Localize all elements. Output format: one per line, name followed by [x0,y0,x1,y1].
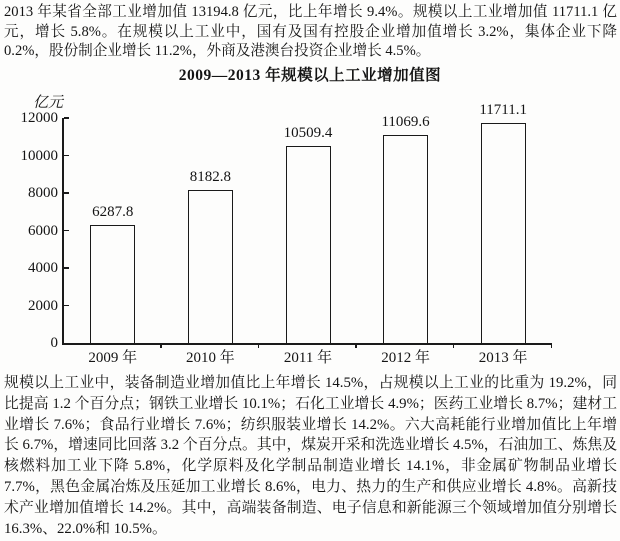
bar [383,135,428,343]
x-axis-tick-mark [258,343,260,348]
y-axis-tick-label: 12000 [20,110,58,126]
y-axis-tick-mark [64,192,69,194]
x-axis-tick-mark [453,343,455,348]
x-axis-tick-mark [355,343,357,348]
bar-value-label: 11069.6 [381,114,430,131]
y-axis-tick-mark [64,117,69,119]
y-axis-tick-mark [64,155,69,157]
bar-chart [0,88,620,373]
bar [188,190,233,343]
x-axis-category-label: 2010 年 [186,350,235,366]
bar [286,146,331,343]
analysis-paragraph: 规模以上工业中，装备制造业增加值比上年增长 14.5%，占规模以上工业的比重为 19.2%，同比提高 1.2 个百分点；钢铁工业增长 10.1%；石化工业增长 4.9%；医药工业增长 8.7%；建材工业增长 7.6%；食品行业增长 7.6%；纺织服装业增长 14.2%。六大高耗能行业增加值比上年增长 6.7%，增速同比回落 3.2 个百分点。其中，煤炭开采和洗选业增长 4.5%，石油加工、炼焦及核燃料加工业下降 5.8%，化学原料及化学制品制造业增长 14.1%，非金属矿物制品业增长 7.7%，黑色金属冶炼及压延加工业增长 8.6%，电力、热力的生产和供应业增长 4.8%。高新技术产业增加值增长 14.2%。其中，高端装备制造、电子信息和新能源三个领域增加值分别增长 16.3%、22.0%和 10.5%。 [4,375,617,537]
y-axis-unit-label: 亿元 [33,95,64,111]
y-axis-tick-mark [64,267,69,269]
y-axis-tick-label: 6000 [28,222,58,239]
intro-paragraph: 2013 年某省全部工业增加值 13194.8 亿元，比上年增长 9.4%。规模以上工业增加值 11711.1 亿元，增长 5.8%。在规模以上工业中，国有及国有控股企业增加值增长 3.2%，集体企业下降 0.2%，股份制企业增长 11.2%，外商及港澳台投资企业增长 4.5%。 [4,4,617,59]
y-axis-tick-label: 10000 [20,147,58,164]
x-axis-category-label: 2009 年 [88,350,138,366]
bar-value-label: 6287.8 [92,204,134,221]
y-axis-tick-label: 4000 [28,260,58,276]
bar [90,225,135,343]
bar-value-label: 8182.8 [189,168,232,185]
bar-value-label: 10509.4 [283,124,333,141]
bar [481,123,526,343]
y-axis-tick-label: 2000 [28,297,58,314]
bar-value-label: 11711.1 [479,102,527,119]
x-axis-category-label: 2011 年 [283,350,333,366]
y-axis-tick-label: 8000 [28,185,58,201]
x-axis-category-label: 2012 年 [381,350,430,366]
y-axis-tick-mark [64,305,69,307]
y-axis-tick-label: 0 [50,335,58,351]
x-axis-category-label: 2013 年 [478,350,528,366]
x-axis-tick-mark [160,343,162,348]
chart-title: 2009—2013 年规模以上工业增加值图 [178,67,442,84]
x-axis-tick-mark [551,343,553,348]
y-axis-tick-mark [64,230,69,232]
